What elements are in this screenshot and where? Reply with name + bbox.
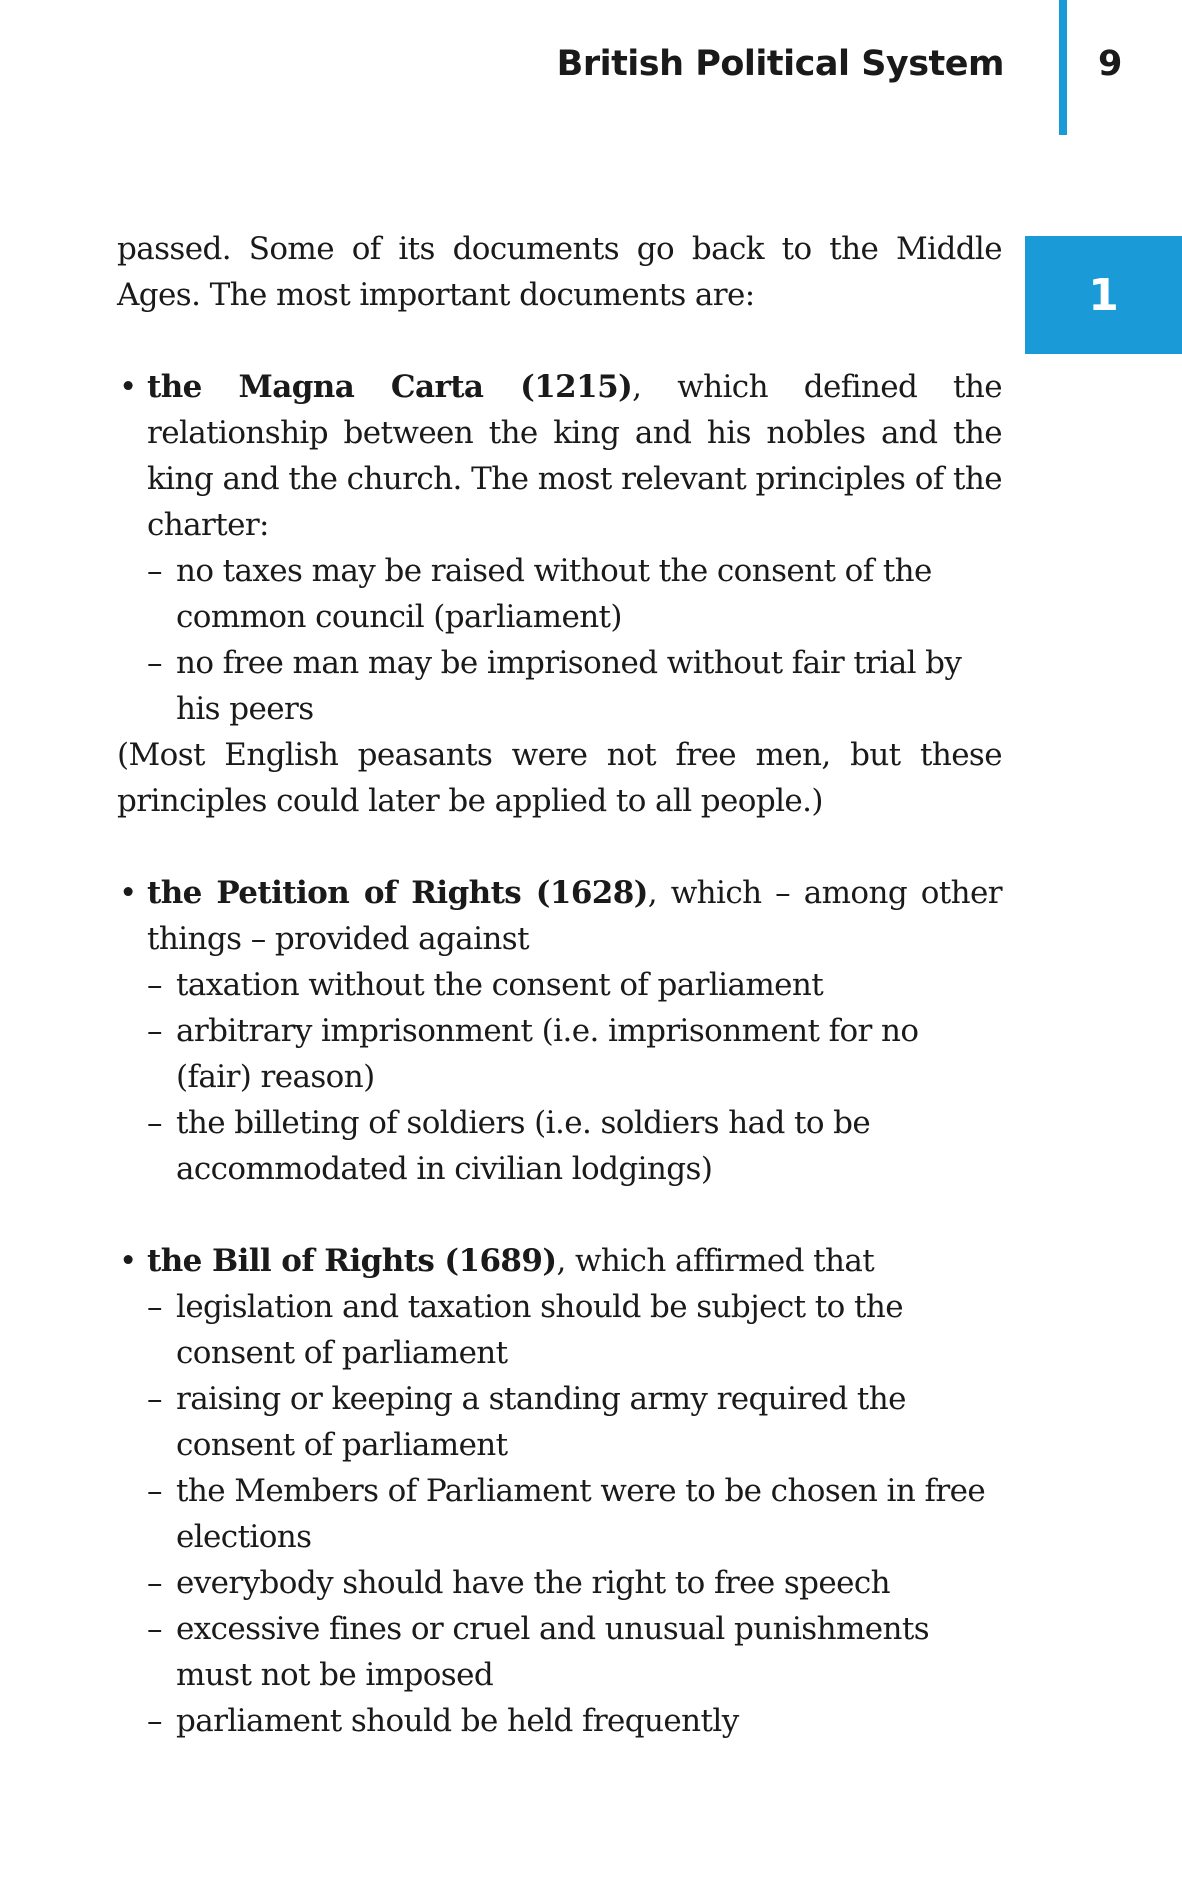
dash-mark: – — [147, 1289, 162, 1325]
dash-mark: – — [147, 967, 162, 1003]
document-name: the Petition of Rights (1628) — [147, 875, 648, 911]
list-item-text: parliament should be held frequently — [176, 1703, 739, 1739]
list-item-text: taxation without the consent of parliament — [176, 967, 824, 1003]
dash-mark: – — [147, 1473, 162, 1509]
dash-mark: – — [147, 645, 162, 681]
list-item-text: arbitrary imprisonment (i.e. imprisonment for no (fair) reason) — [176, 1013, 919, 1095]
section-heading — [117, 1238, 1002, 1284]
dash-mark: – — [147, 553, 162, 589]
principle-list — [117, 962, 1002, 1192]
dash-mark: – — [147, 1381, 162, 1417]
list-item — [147, 640, 1002, 732]
list-item-text: no free man may be imprisoned without fair trial by his peers — [176, 645, 962, 727]
bullet-mark: • — [119, 1243, 137, 1279]
list-item — [147, 1698, 1002, 1744]
dash-mark: – — [147, 1105, 162, 1141]
document-name: the Bill of Rights (1689) — [147, 1243, 557, 1279]
list-item — [147, 1376, 1002, 1468]
section-magna-carta — [117, 364, 1002, 824]
list-item-text: everybody should have the right to free speech — [176, 1565, 890, 1601]
section-description: , which affirmed that — [556, 1243, 875, 1279]
section-heading — [117, 870, 1002, 962]
section-description: , which – among other things – provided against — [147, 875, 1002, 957]
running-header-title: British Political System — [556, 44, 1004, 84]
dash-mark: – — [147, 1013, 162, 1049]
principle-list — [117, 548, 1002, 732]
list-item — [147, 1606, 1002, 1698]
bullet-mark: • — [119, 369, 137, 405]
section-petition-of-rights — [117, 870, 1002, 1192]
list-item — [147, 1468, 1002, 1560]
bullet-mark: • — [119, 875, 137, 911]
principle-list — [117, 1284, 1002, 1744]
list-item-text: legislation and taxation should be subject to the consent of parliament — [176, 1289, 903, 1371]
page-body — [117, 226, 1002, 1744]
list-item-text: no taxes may be raised without the consent of the common council (parliament) — [176, 553, 932, 635]
list-item-text: excessive fines or cruel and unusual punishments must not be imposed — [176, 1611, 930, 1693]
section-description: , which defined the relationship between the king and his nobles and the king and the church. The most relevant principles of the charter: — [147, 369, 1002, 543]
document-name: the Magna Carta (1215) — [147, 369, 633, 405]
dash-mark: – — [147, 1611, 162, 1647]
list-item — [147, 1284, 1002, 1376]
list-item — [147, 1560, 1002, 1606]
list-item — [147, 548, 1002, 640]
page-number: 9 — [1098, 44, 1123, 84]
list-item — [147, 1008, 1002, 1100]
section-note: (Most English peasants were not free men, but these principles could later be applied to all people.) — [117, 737, 1002, 819]
section-heading — [117, 364, 1002, 548]
dash-mark: – — [147, 1565, 162, 1601]
list-item-text: the billeting of soldiers (i.e. soldiers had to be accommodated in civilian lodgings) — [176, 1105, 871, 1187]
list-item-text: the Members of Parliament were to be chosen in free elections — [176, 1473, 986, 1555]
list-item-text: raising or keeping a standing army required the consent of parliament — [176, 1381, 906, 1463]
header-accent-rule — [1059, 0, 1067, 135]
intro-paragraph: passed. Some of its documents go back to the Middle Ages. The most important documents are: — [117, 231, 1002, 313]
list-item — [147, 1100, 1002, 1192]
section-bill-of-rights — [117, 1238, 1002, 1744]
list-item — [147, 962, 1002, 1008]
chapter-tab: 1 — [1025, 236, 1182, 354]
dash-mark: – — [147, 1703, 162, 1739]
